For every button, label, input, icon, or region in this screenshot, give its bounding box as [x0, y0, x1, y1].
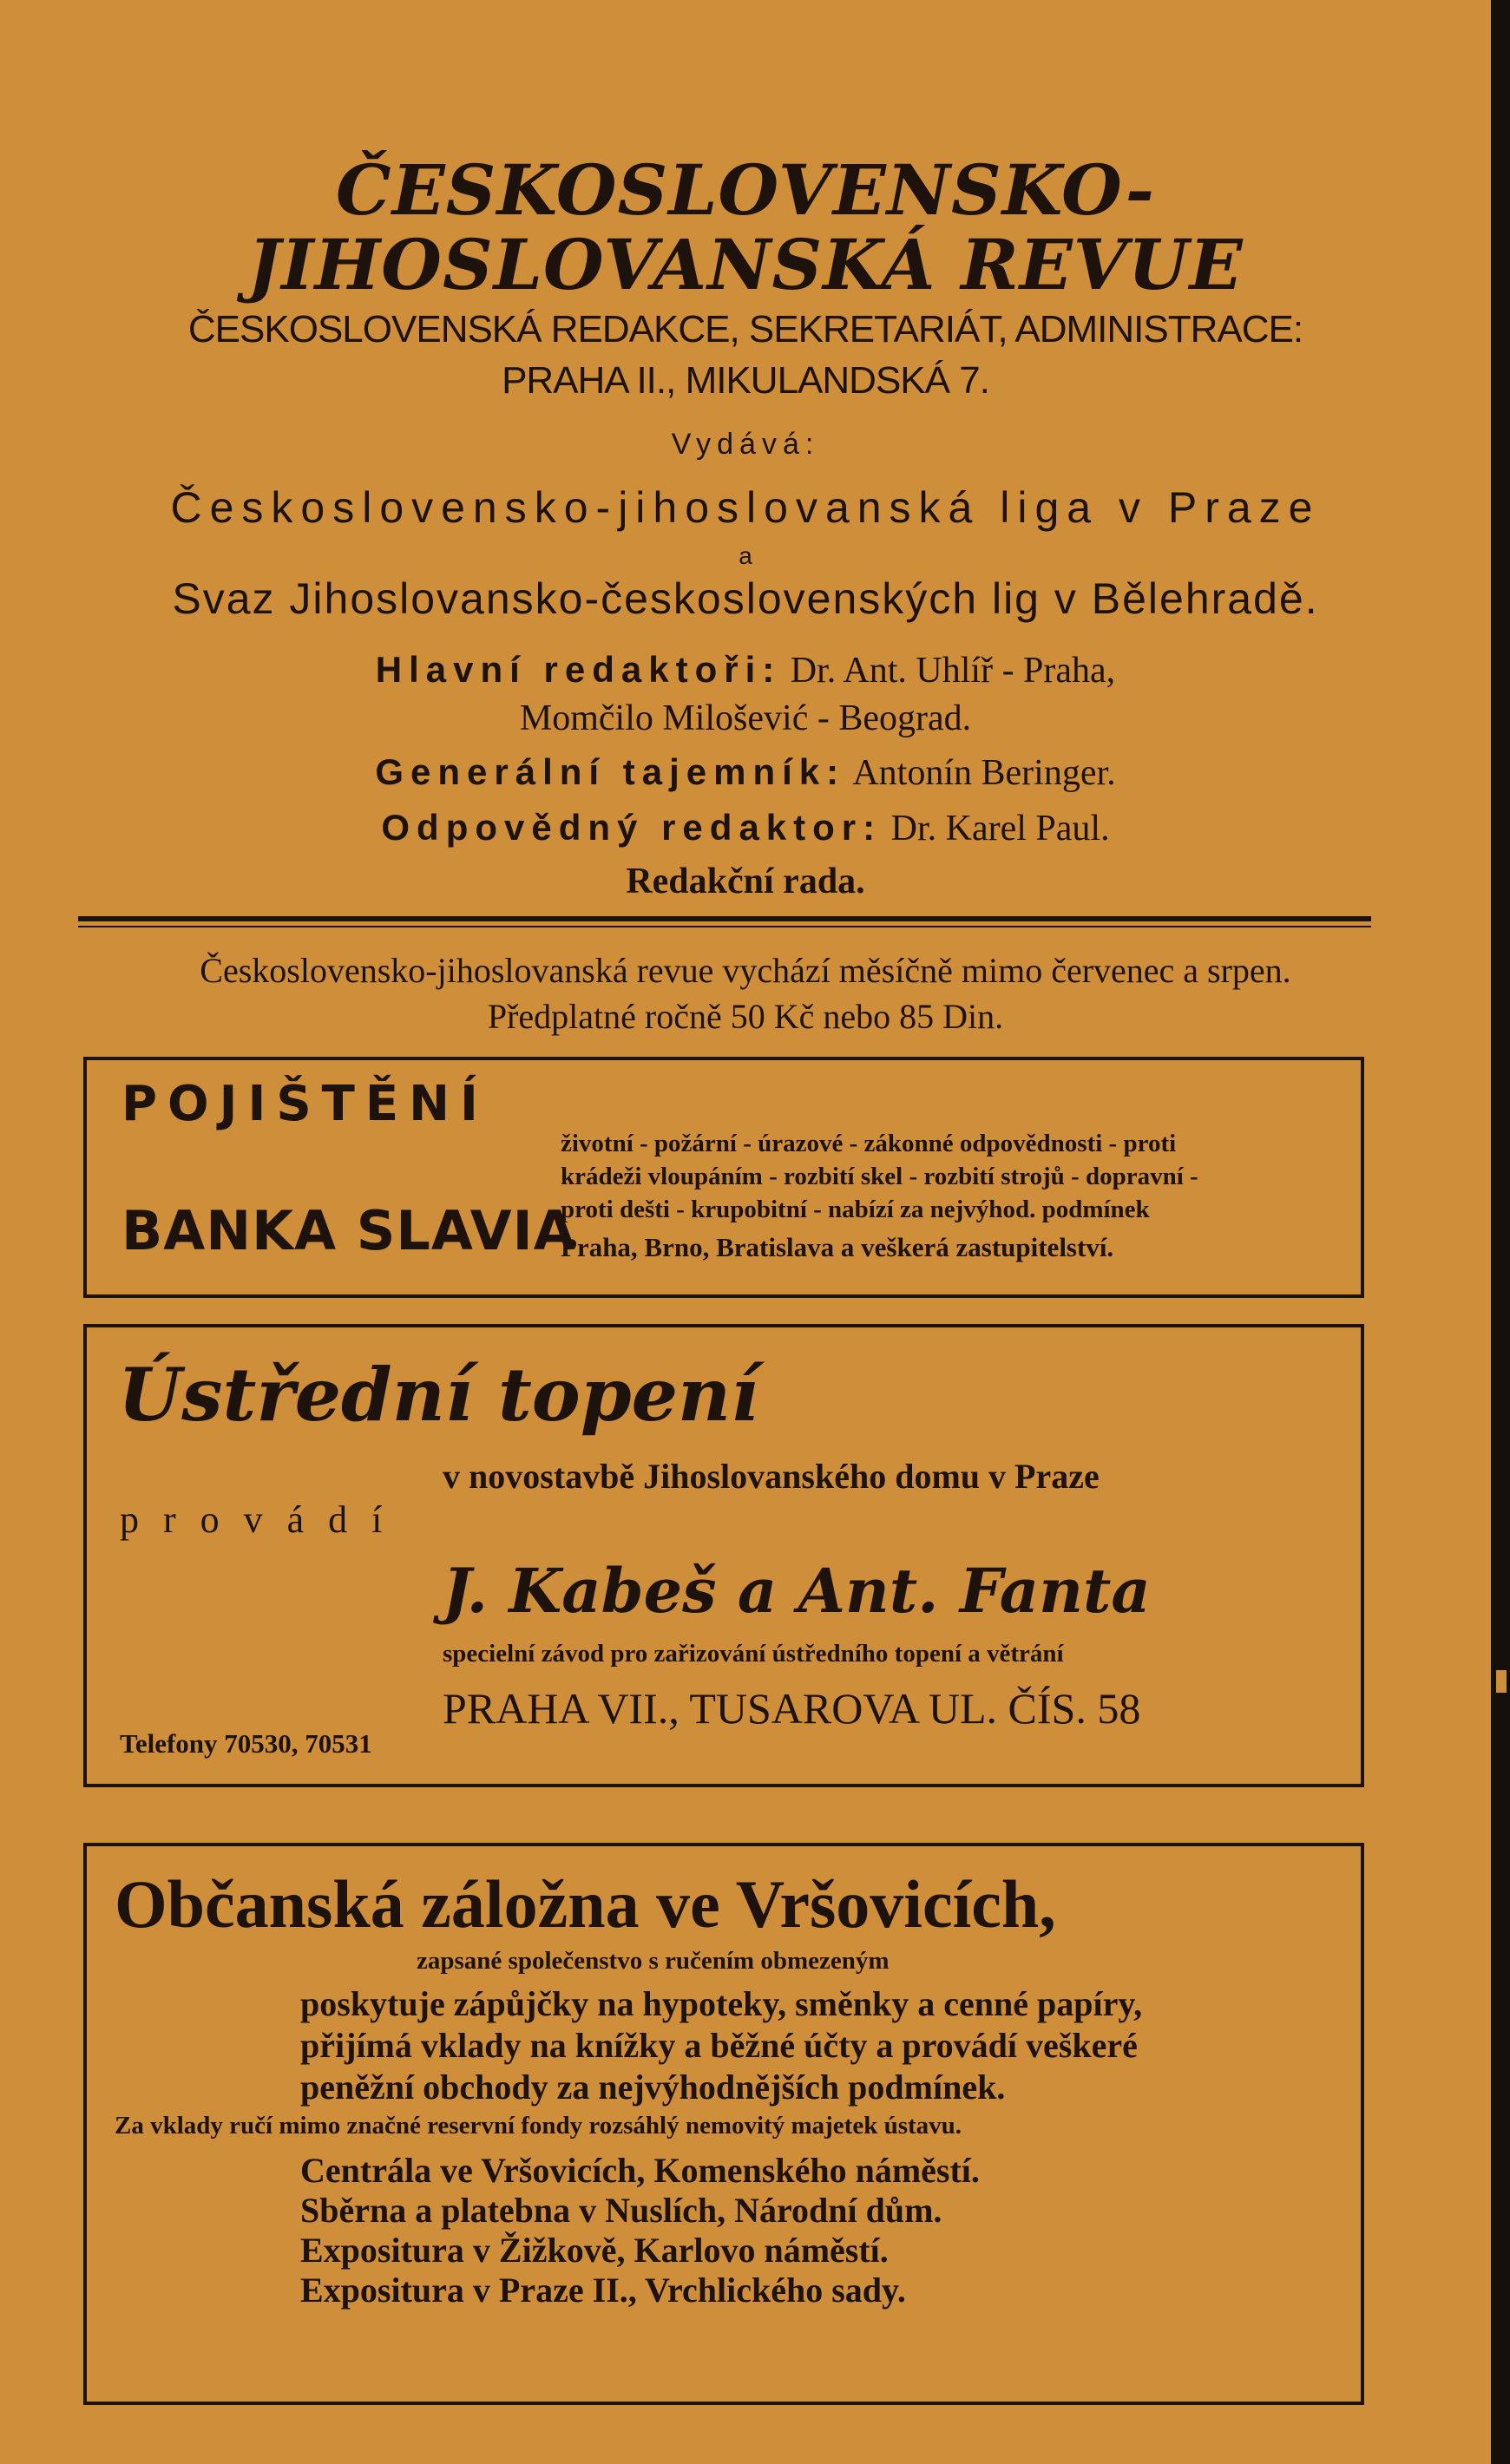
- bank-line3: peněžní obchody za nejvýhodnějších podmínek.: [300, 2068, 1006, 2107]
- editors-2: Momčilo Milošević - Beograd.: [519, 698, 972, 738]
- ad-bank: [83, 1843, 1364, 2405]
- publisher-2: Svaz Jihoslovansko-československých lig v Bělehradě.: [172, 574, 1319, 623]
- editors-1: Dr. Ant. Uhlíř - Praha,: [790, 651, 1116, 691]
- bank-branch-zizkov: Expositura v Žižkově, Karlovo náměstí.: [300, 2231, 889, 2270]
- responsible-label: Odpovědný redaktor:: [381, 807, 883, 848]
- editorial-board: Redakční rada.: [626, 862, 865, 901]
- bank-heading: Občanská záložna ve Vršovicích,: [115, 1866, 1056, 1942]
- responsible-row: [0, 807, 1491, 849]
- publisher-label: Vydává:: [671, 428, 820, 461]
- ad-insurance: [83, 1057, 1364, 1298]
- heating-address: PRAHA VII., TUSAROVA UL. ČÍS. 58: [443, 1684, 1141, 1733]
- publisher-1: Československo-jihoslovanská liga v Praze: [170, 483, 1321, 532]
- secretary-label: Generální tajemník:: [375, 751, 846, 792]
- bank-line1: poskytuje zápůjčky na hypoteky, směnky a cenné papíry,: [300, 1984, 1143, 2023]
- heating-phones: Telefony 70530, 70531: [120, 1728, 372, 1759]
- bank-line2: přijímá vklady na knížky a běžné účty a provádí veškeré: [300, 2026, 1138, 2065]
- editors-label: Hlavní redaktoři:: [375, 649, 782, 690]
- publisher-and: a: [739, 542, 752, 569]
- insurance-line3: proti dešti - krupobitní - nabízí za nejvýhod. podmínek: [561, 1196, 1150, 1223]
- frequency-note: Československo-jihoslovanská revue vychází měsíčně mimo červenec a srpen.: [200, 951, 1291, 990]
- bank-guarantee: Za vklady ručí mimo značné reservní fondy rozsáhlý nemovitý majetek ústavu.: [115, 2112, 962, 2140]
- insurance-line4: Praha, Brno, Bratislava a veškerá zastupitelství.: [561, 1232, 1114, 1262]
- spine-mark: [1496, 1670, 1507, 1693]
- insurance-line1: životní - požární - úrazové - zákonné odpovědnosti - proti: [561, 1130, 1177, 1157]
- ad-heating: [83, 1324, 1364, 1787]
- heating-company: J. Kabeš a Ant. Fanta: [443, 1555, 1151, 1627]
- masthead-title-line2: JIHOSLOVANSKÁ REVUE: [247, 224, 1244, 305]
- secretary-row: [0, 751, 1491, 794]
- heating-heading: Ústřední topení: [118, 1352, 758, 1438]
- insurance-line2: krádeži vloupáním - rozbití skel - rozbití strojů - dopravní -: [561, 1163, 1198, 1190]
- address-line1: ČESKOSLOVENSKÁ REDAKCE, SEKRETARIÁT, ADMINISTRACE:: [187, 308, 1303, 351]
- insurance-company: BANKA SLAVIA: [121, 1199, 576, 1262]
- responsible-name: Dr. Karel Paul.: [890, 809, 1110, 849]
- bank-branch-praha2: Expositura v Praze II., Vrchlického sady.: [300, 2271, 906, 2310]
- masthead-title-line1: ČESKOSLOVENSKO-: [336, 149, 1155, 231]
- double-rule-top: [78, 916, 1371, 921]
- heating-verb: provádí: [120, 1498, 407, 1541]
- secretary-name: Antonín Beringer.: [852, 753, 1116, 793]
- editors-row: [0, 649, 1491, 691]
- bank-subheading: zapsané společenstvo s ručením obmezeným: [417, 1947, 890, 1975]
- heating-building: v novostavbě Jihoslovanského domu v Praze: [443, 1457, 1100, 1496]
- book-spine: [1491, 0, 1510, 2464]
- double-rule-bottom: [78, 926, 1371, 927]
- address-line2: PRAHA II., MIKULANDSKÁ 7.: [502, 359, 989, 402]
- bank-branch-central: Centrála ve Vršovicích, Komenského náměstí.: [300, 2151, 980, 2190]
- subscription-note: Předplatné ročně 50 Kč nebo 85 Din.: [487, 997, 1004, 1036]
- insurance-heading: POJIŠTĚNÍ: [121, 1076, 489, 1132]
- heating-description: specielní závod pro zařizování ústředního topení a větrání: [443, 1640, 1064, 1668]
- bank-branch-nusle: Sběrna a platebna v Nuslích, Národní dům.: [300, 2191, 942, 2230]
